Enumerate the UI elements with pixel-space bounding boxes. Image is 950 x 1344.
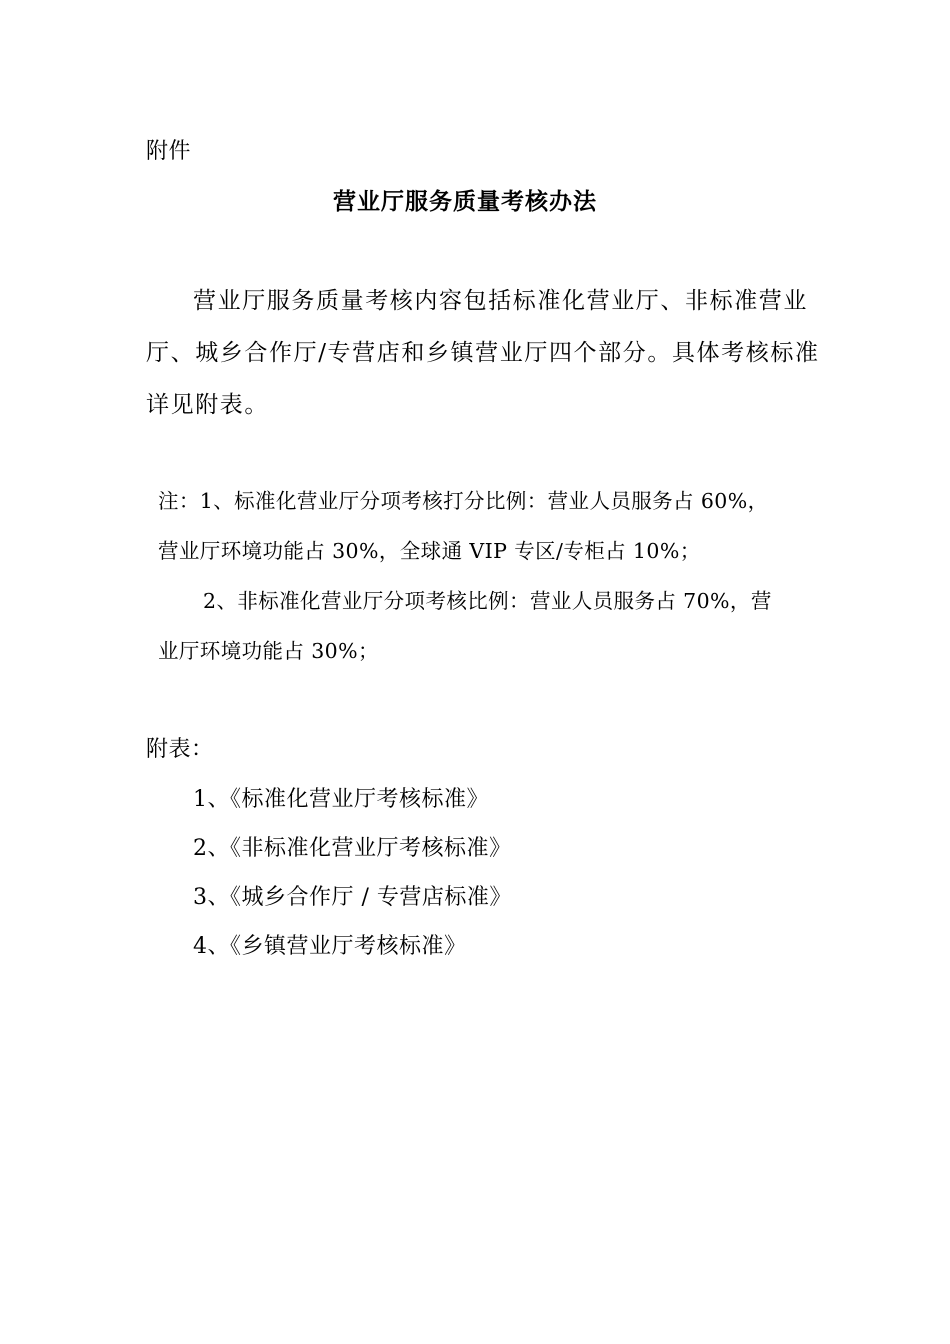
- attachment-label: 附件: [146, 139, 192, 164]
- intro-line: 厅、城乡合作厅/专营店和乡镇营业厅四个部分。具体考核标准: [146, 340, 820, 366]
- appendix-item: 1、《标准化营业厅考核标准》: [193, 787, 489, 812]
- intro-line: 详见附表。: [146, 392, 269, 418]
- appendix-item: 2、《非标准化营业厅考核标准》: [193, 836, 512, 861]
- intro-line: 营业厅服务质量考核内容包括标准化营业厅、非标准营业: [193, 288, 808, 314]
- appendix-item: 3、《城乡合作厅 / 专营店标准》: [193, 885, 512, 910]
- document-title: 营业厅服务质量考核办法: [333, 189, 597, 215]
- note-line: 注：1、标准化营业厅分项考核打分比例：营业人员服务占 60%，: [158, 489, 769, 513]
- note-line: 业厅环境功能占 30%；: [158, 639, 379, 663]
- appendix-item: 4、《乡镇营业厅考核标准》: [193, 934, 467, 959]
- note-line: 营业厅环境功能占 30%，全球通 VIP 专区/专柜占 10%；: [158, 539, 701, 563]
- note-line: 2、非标准化营业厅分项考核比例：营业人员服务占 70%，营: [203, 589, 772, 613]
- appendix-label: 附表：: [146, 737, 214, 762]
